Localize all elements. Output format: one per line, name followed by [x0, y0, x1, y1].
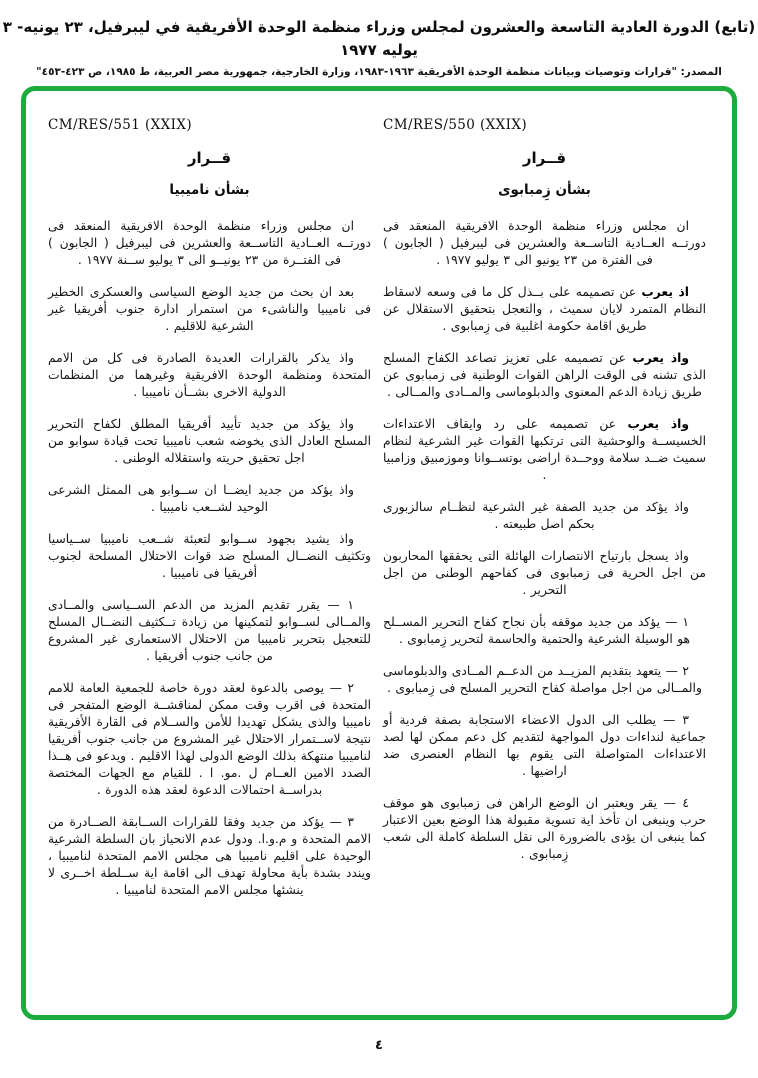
res551-paragraph-8: ٢ — يوصى بالدعوة لعقد دورة خاصة للجمعية العامة للامم المتحدة فى اقرب وقت ممكن لمناقشــة الوضع المتفجر فى ناميبيا والذى يشكل تهديدا للأمن والســلام فى القارة الأفريقية نتيجة لاســتمرار الاحتلال غير المشروع من جانب جنوب أفريقيا لناميبيا منتهكة بذلك الوضع الدولى لهذا الاقليم . ويدعو فى هــذا الصدد الامين العــام ل .مو. ا . للقيام مع الجهات المختصة بدراســة احتمالات الدعوة لعقد هذه الدورة . — [48, 681, 371, 797]
res551-paragraph-1: ان مجلس وزراء منظمة الوحدة الافريقية المنعقد فى دورتــه العــادية التاســعة والعشرين فى ليبرفيل ( الجابون ) فى الفتــرة من ٢٣ يونيــو الى ٣ يوليو ســنة ١٩٧٧ . — [48, 219, 371, 267]
res551-paragraph-2: بعد ان بحث من جديد الوضع السياسى والعسكرى الخطير فى ناميبيا والناشىء من استمرار ادارة جنوب أفريقيا غير الشرعية للاقليم . — [48, 285, 371, 333]
res551-paragraph-3: واذ يذكر بالقرارات العديدة الصادرة فى كل من الامم المتحدة ومنظمة الوحدة الافريقية وغيرهما من المنظمات الدولية الاخرى بشــأن ناميبيا . — [48, 351, 371, 399]
res550-paragraph-10: ٤ — يقر ويعتبر ان الوضع الراهن فى زمبابوى هو موقف حرب وينبغى ان تأخذ اية تسوية مقبولة هذا الوضع بعين الاعتبار كما ينبغى ان يؤدى بالضرورة الى نقل السلطة كاملة الى شعب زِمبابوى . — [383, 796, 706, 861]
resolution-551 — [48, 117, 371, 1015]
resolution-551-subject: بشأن ناميبيا — [169, 182, 250, 198]
res551-paragraph-5: واذ يؤكد من جديد ايضــا ان ســوابو هى الممثل الشرعى الوحيد لشــعب ناميبيا . — [48, 483, 354, 514]
resolution-columns — [26, 91, 732, 1015]
resolution-550 — [383, 117, 706, 1015]
page-header — [0, 16, 758, 78]
resolution-550-subject: بشأن زِمبابوى — [498, 182, 591, 198]
res550-paragraph-1: ان مجلس وزراء منظمة الوحدة الافريقية المنعقد فى دورتــه العــادية التاســعة والعشرين فى ليبرفيل ( الجابون ) فى الفترة من ٢٣ يونيو الى ٣ يوليو ١٩٧٧ . — [383, 219, 706, 267]
res551-paragraph-4: واذ يؤكد من جديد تأييد أفريقيا المطلق لكفاح التحرير المسلح العادل الذى يخوضه شعب ناميبيا تحت قيادة سوابو من اجل تحقيق حريته واستقلاله الوطنى . — [48, 417, 371, 465]
res550-paragraph-3: واذ يعرب عن تصميمه على تعزيز تصاعد الكفاح المسلح الذى تشنه فى الوقت الراهن القوات الوطنية فى زمبابوى عن طريق زيادة الدعم المعنوى والدبلوماسى والمــادى والمــالى . — [383, 351, 706, 399]
res551-paragraph-7: ١ — يقرر تقديم المزيد من الدعم الســياسى والمــادى والمــالى لســوابو لتمكينها من زيادة تــكثيف النضــال المسلح للتعجيل بتحرير ناميبيا من الاحتلال الاستعمارى غير المشروع من جانب جنوب أفريقيا . — [48, 598, 371, 663]
session-title: (تابع) الدورة العادية التاسعة والعشرون لمجلس وزراء منظمة الوحدة الأفريقية في ليبرفيل، ٢٣ يونيه- ٣ يوليه ١٩٧٧ — [2, 18, 756, 59]
source-citation: المصدر: "قرارات وتوصيات وبيانات منظمة الوحدة الأفريقية ١٩٦٣-١٩٨٣، وزارة الخارجية، جمهورية مصر العربية، ط ١٩٨٥، ص ٤٢٣-٤٥٣" — [36, 66, 722, 78]
resolution-550-heading: قــرار — [522, 149, 567, 167]
resolution-551-ref: CM/RES/551 (XXIX) — [48, 117, 193, 133]
res551-paragraph-6: واذ يشيد بجهود ســوابو لتعبئة شــعب ناميبيا ســياسيا وتكثيف النضــال المسلح ضد قوات الاحتلال المسلحة لجنوب أفريقيا فى ناميبيا . — [48, 532, 371, 580]
document-frame — [21, 86, 737, 1020]
res550-paragraph-8: ٢ — يتعهد بتقديم المزيــد من الدعــم المــادى والدبلوماسى والمــالى من اجل مواصلة كفاح التحرير المسلح فى زِمبابوى . — [383, 664, 702, 695]
page-number: ٤ — [375, 1038, 383, 1053]
res550-paragraph-7: ١ — يؤكد من جديد موقفه بأن نجاح كفاح التحرير المســلح هو الوسيلة الشرعية والحتمية والحاسمة لتحرير زِمبابوى . — [383, 615, 691, 646]
resolution-550-ref: CM/RES/550 (XXIX) — [383, 117, 528, 133]
res551-paragraph-9: ٣ — يؤكد من جديد وفقا للقرارات الســابقة الصــادرة من الامم المتحدة و م.و.ا. ودول عدم الانحياز بان السلطة الشرعية الوحيدة على اقليم ناميبيا هى مجلس الامم المتحدة لناميبيا ، ويندد بشدة بأية محاولة تهدف الى اقامة اية ســلطة اخــرى لا ينشئها مجلس الامم المتحدة لناميبيا . — [48, 815, 371, 897]
res550-paragraph-6: واذ يسجل بارتياح الانتصارات الهائلة التى يحققها المحاربون من اجل الحرية فى زمبابوى فى كفاحهم الوطنى من اجل التحرير . — [383, 549, 706, 597]
res550-paragraph-4: واذ يعرب عن تصميمه على رد وايقاف الاعتداءات الخسيســة والوحشية التى ترتكبها القوات غير الشرعية لنظام سميث ضــد سلامة ووحــدة اراضى بوتســوانا وموزمبيق وزامبيا . — [383, 417, 706, 482]
res550-paragraph-9: ٣ — يطلب الى الدول الاعضاء الاستجابة بصفة فردية أو جماعية لنداءات دول المواجهة لتقديم كل دعم ممكن لها لصد الاعتداءات المتواصلة التى يقوم بها النظام العنصرى ضد اراضيها . — [383, 713, 706, 778]
resolution-551-heading: قــرار — [187, 149, 232, 167]
res550-paragraph-5: واذ يؤكد من جديد الصفة غير الشرعية لنظــام سالزبورى بحكم اصل طبيعته . — [383, 500, 689, 531]
res550-paragraph-2: اذ يعرب عن تصميمه على بــذل كل ما فى وسعه لاسقاط النظام المتمرد لايان سميث ، والتعجل بتحقيق الاستقلال عن طريق اقامة حكومة اغلبية فى زِمبابوى . — [383, 285, 706, 333]
